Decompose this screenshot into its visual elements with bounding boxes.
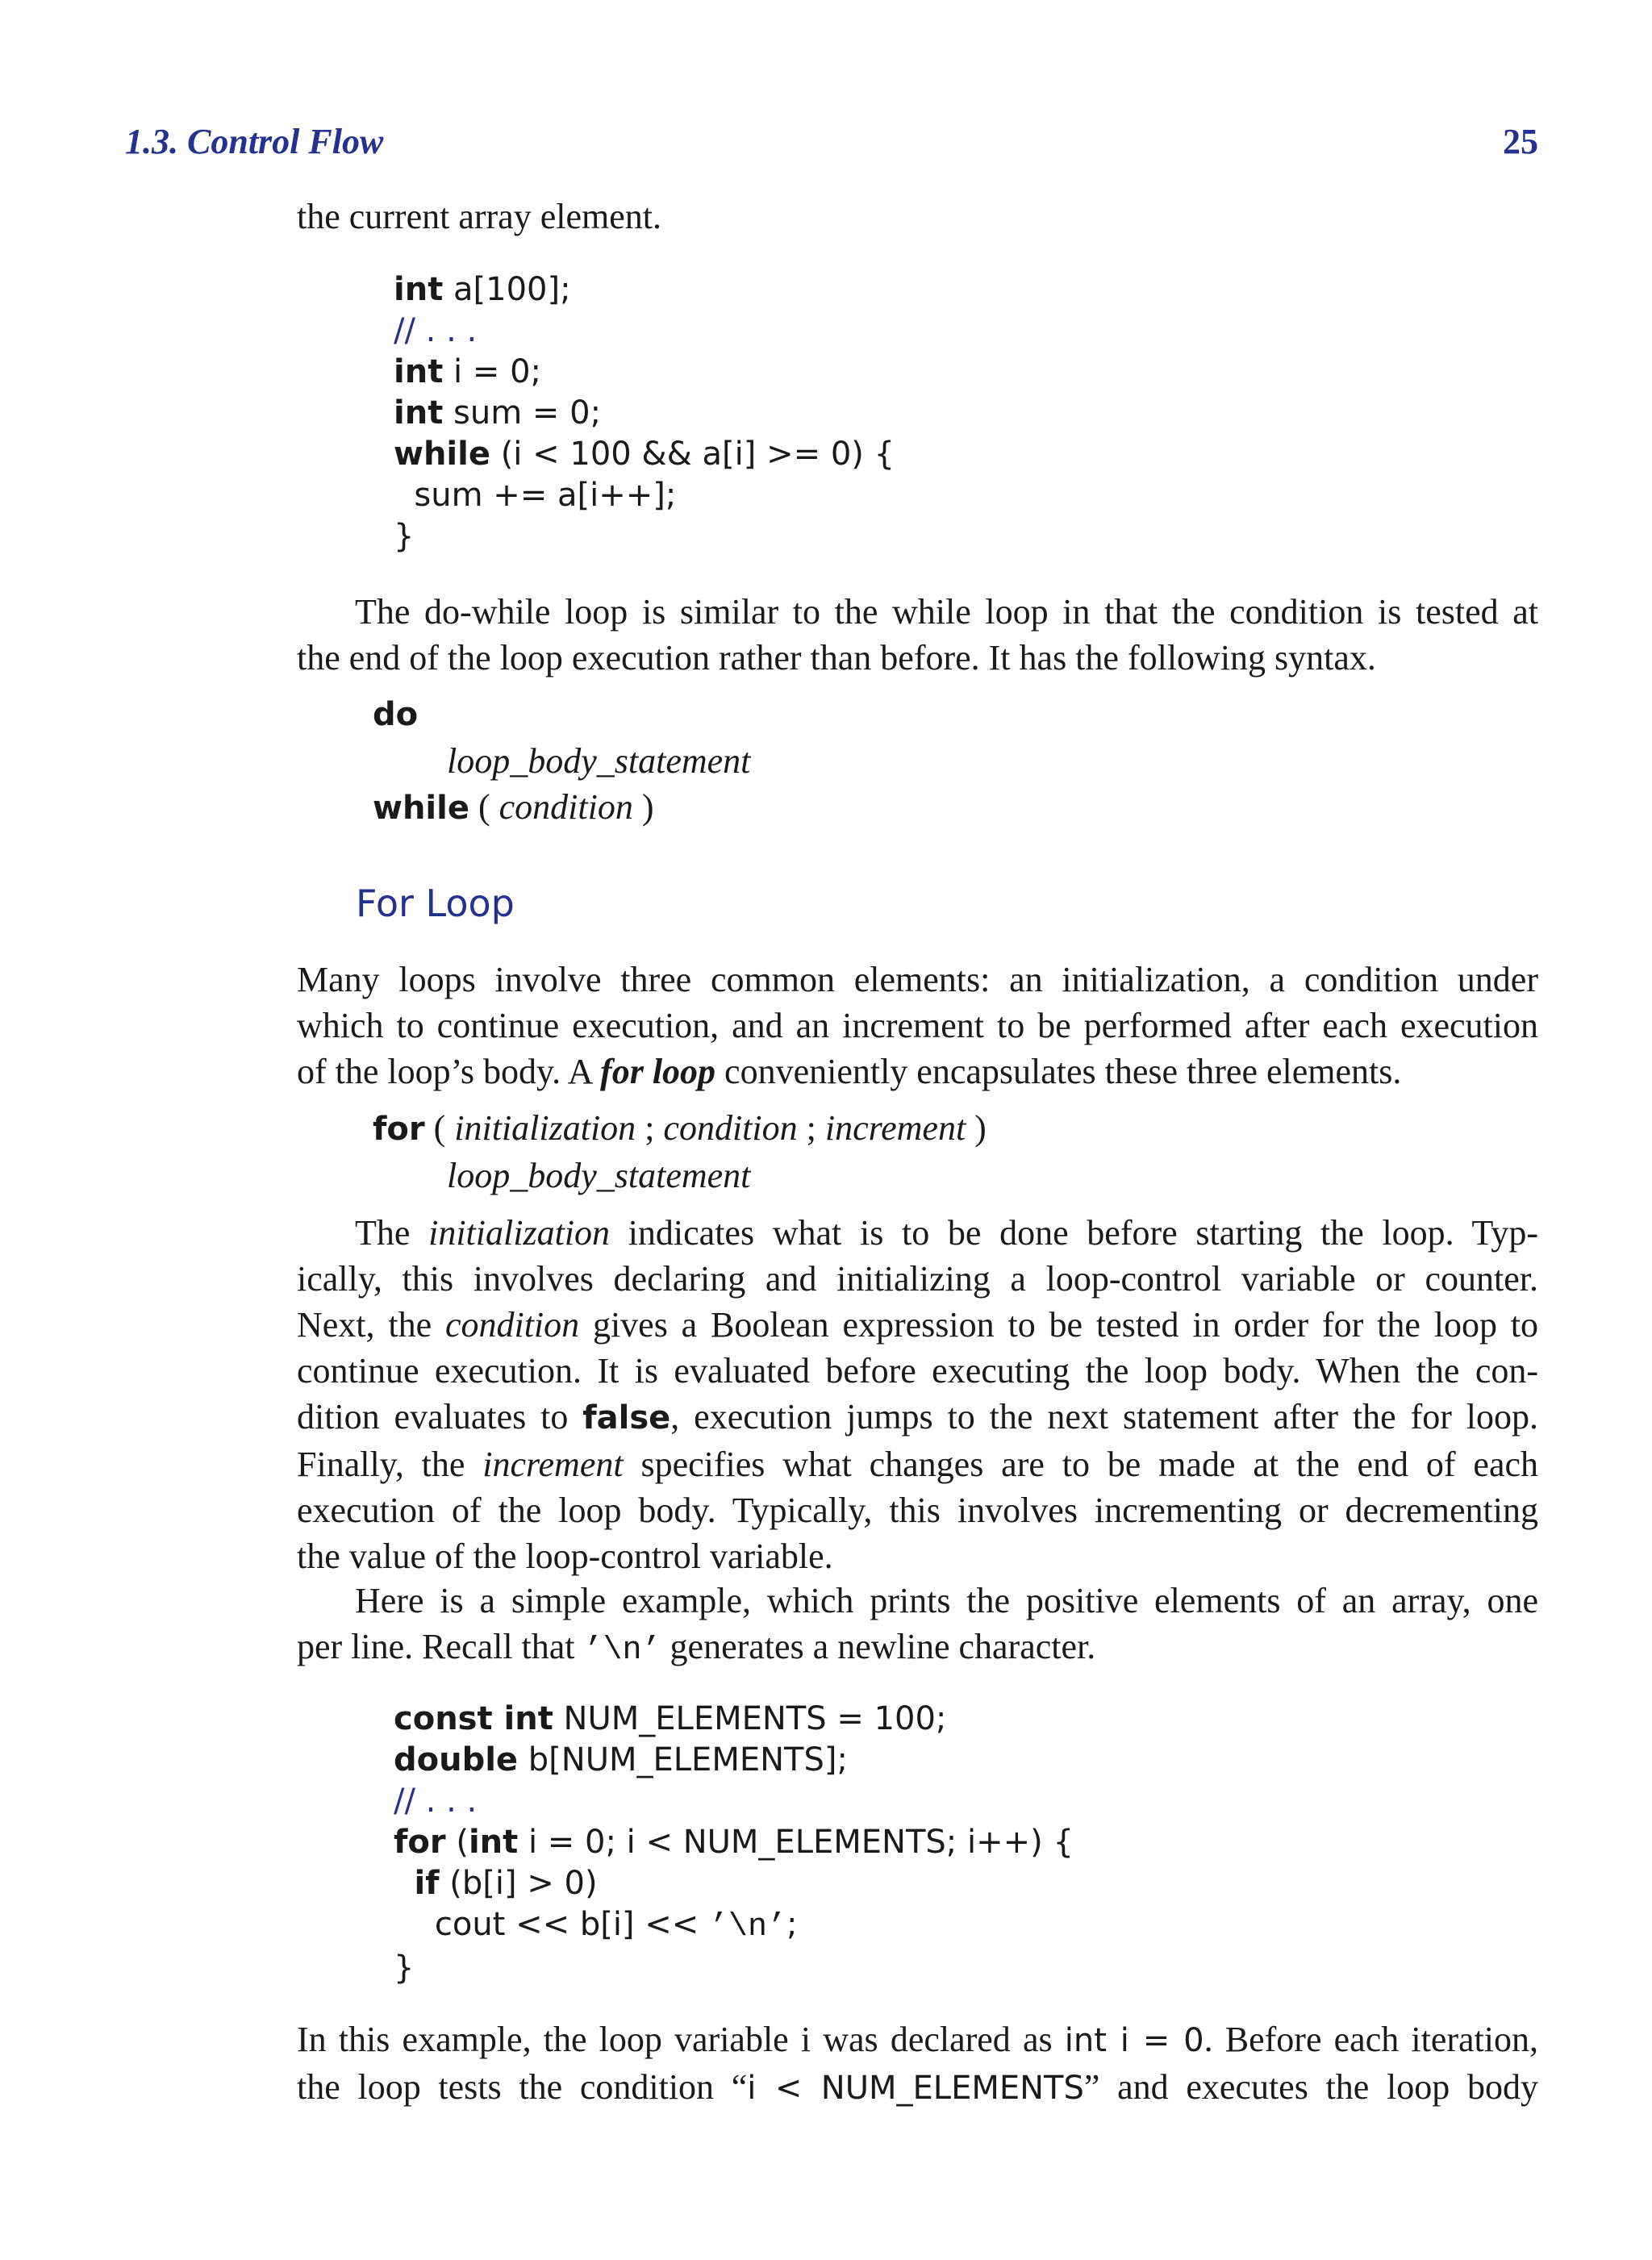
- subsection-title: For Loop: [356, 882, 515, 925]
- code-line: double b[NUM_ELEMENTS];: [394, 1741, 848, 1778]
- for-syntax: for ( initialization ; condition ; increment ) loop_body_statement: [373, 1108, 987, 1195]
- dowhile-syntax: do loop_body_statement while ( condition ): [373, 696, 751, 827]
- code-line: while (i < 100 && a[i] >= 0) {: [394, 436, 895, 473]
- code-line: int sum = 0;: [394, 394, 602, 432]
- paragraph-final: In this example, the loop variable i was declared as int i = 0. Before each iteration, the loop tests the condition “i < NUM_ELEMENTS” and executes the loop body: [297, 2020, 1538, 2107]
- paragraph-example: Here is a simple example, which prints the positive elements of an array, one per line. Recall that ’\n’ generates a newline character.: [297, 1581, 1538, 1669]
- code-block-while: [394, 269, 895, 557]
- code-comment: // . . .: [394, 312, 478, 349]
- code-block-for: [394, 1699, 1074, 1989]
- code-line: for (int i = 0; i < NUM_ELEMENTS; i++) {: [394, 1824, 1074, 1861]
- paragraph-dowhile: The do-while loop is similar to the while loop in that the condition is tested at the end of the loop execution rather than before. It has the following syntax.: [297, 592, 1538, 678]
- paragraph-for-explain: The initialization indicates what is to be done before starting the loop. Typ- ically, this involves declaring and initializing a loop-control variable or counter. Next, the condition gives a Boolean expression to be tested in order for the loop to continue execution. It is evaluated before executing the loop body. When the con- dition evaluates to false, execution jumps to the next statement after the for loop. Finally, the increment specifies what changes are to be made at the end of each execution of the loop body. Typically, this involves incrementing or decrementing the value of the loop-control variable.: [297, 1213, 1539, 1576]
- code-line: }: [394, 518, 415, 555]
- code-line: const int NUM_ELEMENTS = 100;: [394, 1700, 947, 1737]
- intro-line: the current array element.: [297, 197, 661, 236]
- code-line: int i = 0;: [394, 353, 542, 390]
- page-number: 25: [1503, 122, 1538, 161]
- code-line: if (b[i] > 0): [414, 1865, 598, 1902]
- code-line: sum += a[i++];: [394, 477, 677, 514]
- code-comment: // . . .: [394, 1783, 478, 1820]
- code-line: }: [394, 1949, 415, 1987]
- running-header: [125, 121, 1538, 169]
- section-heading: 1.3. Control Flow: [125, 122, 384, 161]
- code-line: int a[100];: [394, 271, 571, 308]
- paragraph-for-intro: Many loops involve three common elements: an initialization, a condition under which to continue execution, and an increment to be performed after each execution of the loop’s body. A for loop conveniently encapsulates these three elements.: [297, 960, 1538, 1091]
- code-line: cout << b[i] << ’\n’;: [394, 1906, 798, 1945]
